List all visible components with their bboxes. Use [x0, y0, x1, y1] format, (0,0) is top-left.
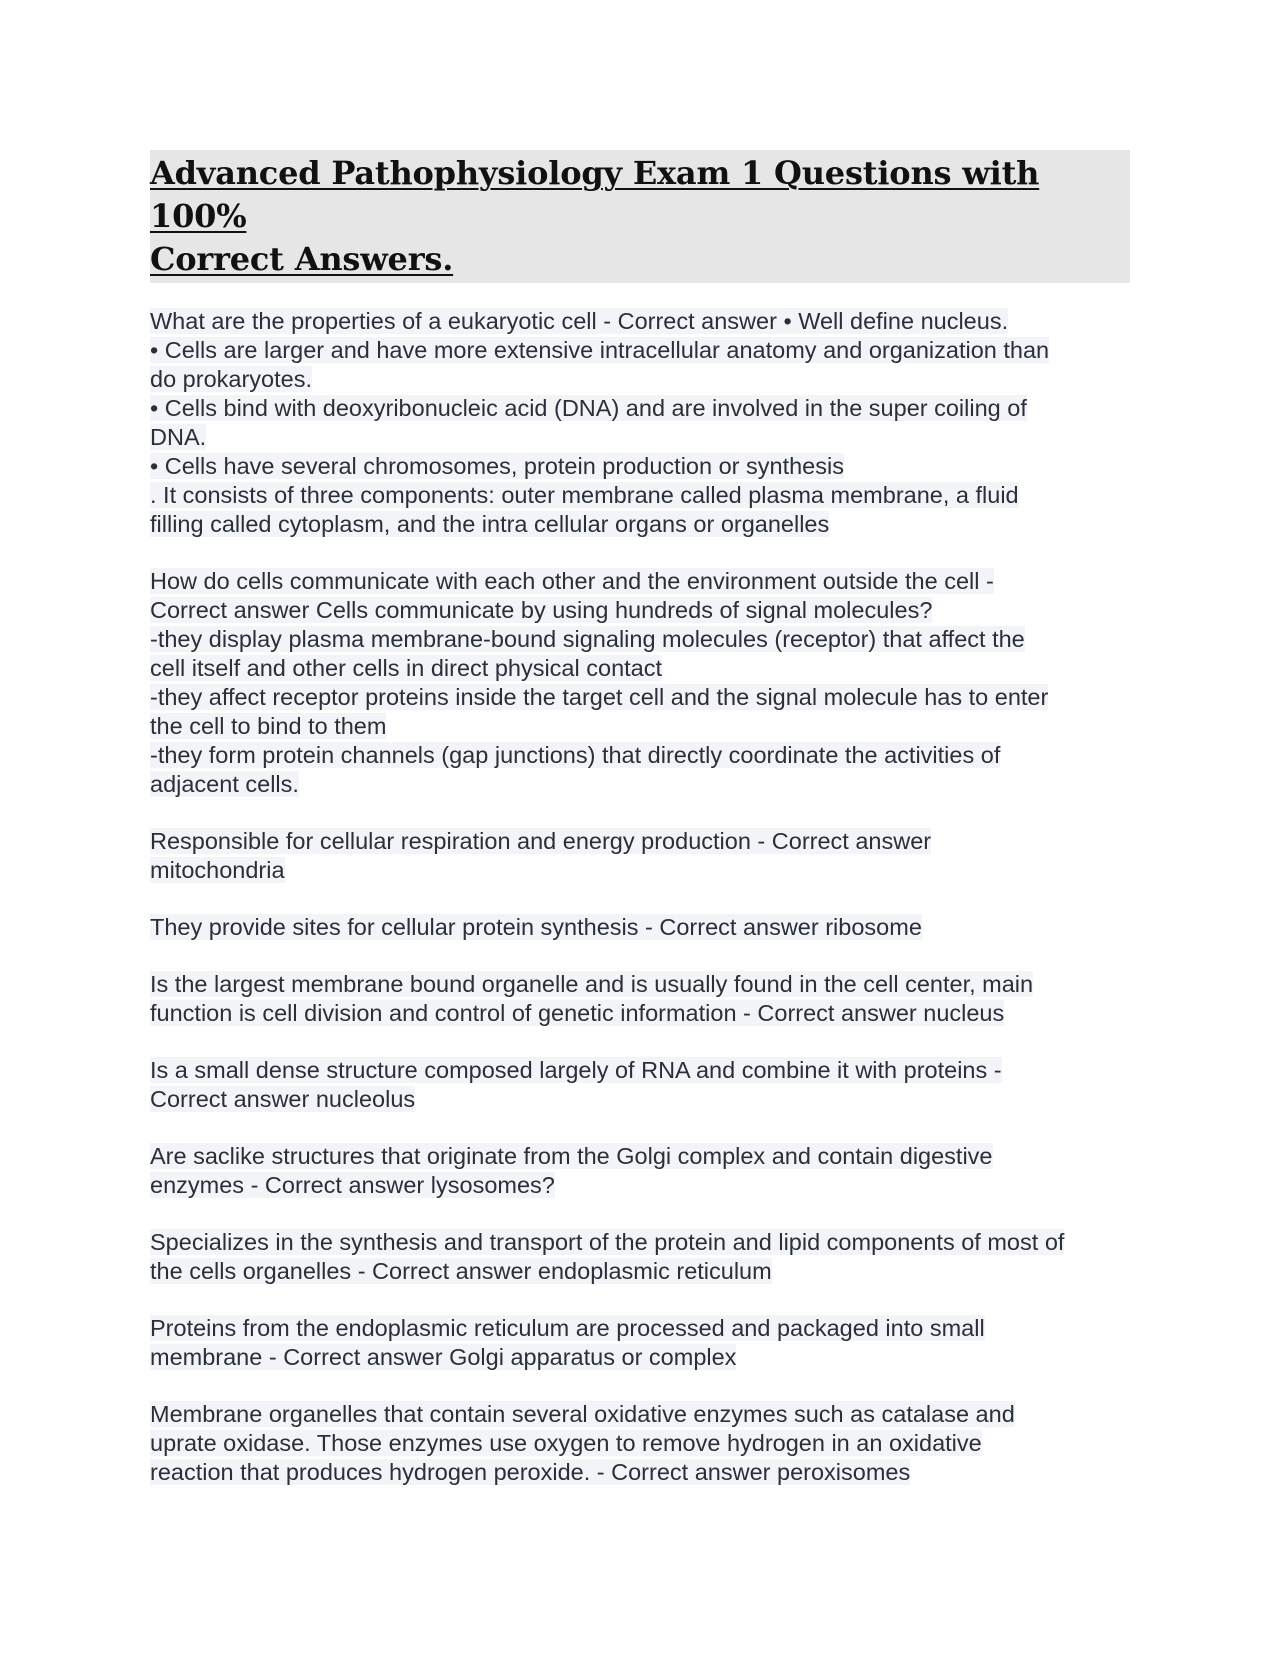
title-line-1: Advanced Pathophysiology Exam 1 Questions with 100%	[150, 154, 1040, 235]
qa-line	[150, 1429, 1130, 1458]
qa-line	[150, 970, 1130, 999]
qa-line-text: function is cell division and control of genetic information - Correct answer nucleus	[150, 1000, 1005, 1026]
qa-entry	[150, 1056, 1130, 1114]
qa-line-text: Proteins from the endoplasmic reticulum are processed and packaged into small	[150, 1315, 985, 1341]
qa-line-text: -they affect receptor proteins inside the target cell and the signal molecule has to enter	[150, 684, 1049, 710]
qa-line-text: • Cells have several chromosomes, protein production or synthesis	[150, 453, 844, 479]
qa-line	[150, 913, 1130, 942]
document-title	[150, 152, 1130, 281]
qa-line	[150, 1458, 1130, 1487]
qa-line	[150, 625, 1130, 654]
qa-line	[150, 1400, 1130, 1429]
title-line-2: Correct Answers.	[150, 240, 454, 278]
qa-line	[150, 307, 1130, 336]
qa-list	[150, 307, 1130, 1487]
qa-line-text: Responsible for cellular respiration and energy production - Correct answer	[150, 828, 932, 854]
qa-line-text: Are saclike structures that originate from the Golgi complex and contain digestive	[150, 1143, 993, 1169]
qa-line	[150, 510, 1130, 539]
qa-line-text: Specializes in the synthesis and transport of the protein and lipid components of most of	[150, 1229, 1065, 1255]
qa-line-text: Membrane organelles that contain several oxidative enzymes such as catalase and	[150, 1401, 1015, 1427]
qa-entry	[150, 827, 1130, 885]
qa-line-text: Correct answer Cells communicate by using hundreds of signal molecules?	[150, 597, 933, 623]
qa-line-text: . It consists of three components: outer membrane called plasma membrane, a fluid	[150, 482, 1019, 508]
qa-entry	[150, 970, 1130, 1028]
qa-line	[150, 712, 1130, 741]
qa-line	[150, 596, 1130, 625]
qa-line-text: Correct answer nucleolus	[150, 1086, 416, 1112]
qa-line	[150, 856, 1130, 885]
qa-line	[150, 1314, 1130, 1343]
qa-line	[150, 423, 1130, 452]
qa-line	[150, 1257, 1130, 1286]
qa-line	[150, 827, 1130, 856]
qa-line	[150, 394, 1130, 423]
qa-line	[150, 683, 1130, 712]
qa-line-text: • Cells bind with deoxyribonucleic acid (DNA) and are involved in the super coiling of	[150, 395, 1027, 421]
qa-line-text: -they form protein channels (gap junctions) that directly coordinate the activities of	[150, 742, 1001, 768]
qa-line-text: reaction that produces hydrogen peroxide. - Correct answer peroxisomes	[150, 1459, 911, 1485]
qa-line-text: Is the largest membrane bound organelle and is usually found in the cell center, main	[150, 971, 1034, 997]
qa-line	[150, 1142, 1130, 1171]
qa-line-text: enzymes - Correct answer lysosomes?	[150, 1172, 555, 1198]
qa-line	[150, 481, 1130, 510]
qa-line-text: They provide sites for cellular protein synthesis - Correct answer ribosome	[150, 914, 922, 940]
qa-entry	[150, 1228, 1130, 1286]
qa-line-text: membrane - Correct answer Golgi apparatus or complex	[150, 1344, 737, 1370]
qa-line	[150, 999, 1130, 1028]
qa-line	[150, 567, 1130, 596]
qa-line-text: mitochondria	[150, 857, 285, 883]
qa-line-text: What are the properties of a eukaryotic cell - Correct answer • Well define nucleus.	[150, 308, 1009, 334]
qa-line	[150, 336, 1130, 365]
qa-entry	[150, 307, 1130, 539]
qa-line-text: adjacent cells.	[150, 771, 299, 797]
qa-entry	[150, 1314, 1130, 1372]
qa-line-text: uprate oxidase. Those enzymes use oxygen to remove hydrogen in an oxidative	[150, 1430, 982, 1456]
qa-line-text: do prokaryotes.	[150, 366, 312, 392]
qa-line-text: -they display plasma membrane-bound signaling molecules (receptor) that affect the	[150, 626, 1025, 652]
qa-line	[150, 741, 1130, 770]
qa-line	[150, 770, 1130, 799]
qa-line-text: the cells organelles - Correct answer endoplasmic reticulum	[150, 1258, 772, 1284]
qa-line-text: cell itself and other cells in direct physical contact	[150, 655, 663, 681]
qa-entry	[150, 1400, 1130, 1487]
qa-entry	[150, 913, 1130, 942]
qa-line-text: How do cells communicate with each other and the environment outside the cell -	[150, 568, 994, 594]
qa-line	[150, 1085, 1130, 1114]
qa-line	[150, 1171, 1130, 1200]
qa-line	[150, 1343, 1130, 1372]
title-block	[150, 150, 1130, 283]
qa-entry	[150, 567, 1130, 799]
qa-line-text: filling called cytoplasm, and the intra cellular organs or organelles	[150, 511, 830, 537]
qa-line	[150, 452, 1130, 481]
qa-entry	[150, 1142, 1130, 1200]
qa-line	[150, 365, 1130, 394]
qa-line	[150, 1056, 1130, 1085]
qa-line-text: Is a small dense structure composed largely of RNA and combine it with proteins -	[150, 1057, 1002, 1083]
qa-line-text: DNA.	[150, 424, 207, 450]
qa-line	[150, 654, 1130, 683]
qa-line	[150, 1228, 1130, 1257]
qa-line-text: the cell to bind to them	[150, 713, 387, 739]
document-page	[150, 150, 1130, 1515]
qa-line-text: • Cells are larger and have more extensive intracellular anatomy and organization than	[150, 337, 1050, 363]
